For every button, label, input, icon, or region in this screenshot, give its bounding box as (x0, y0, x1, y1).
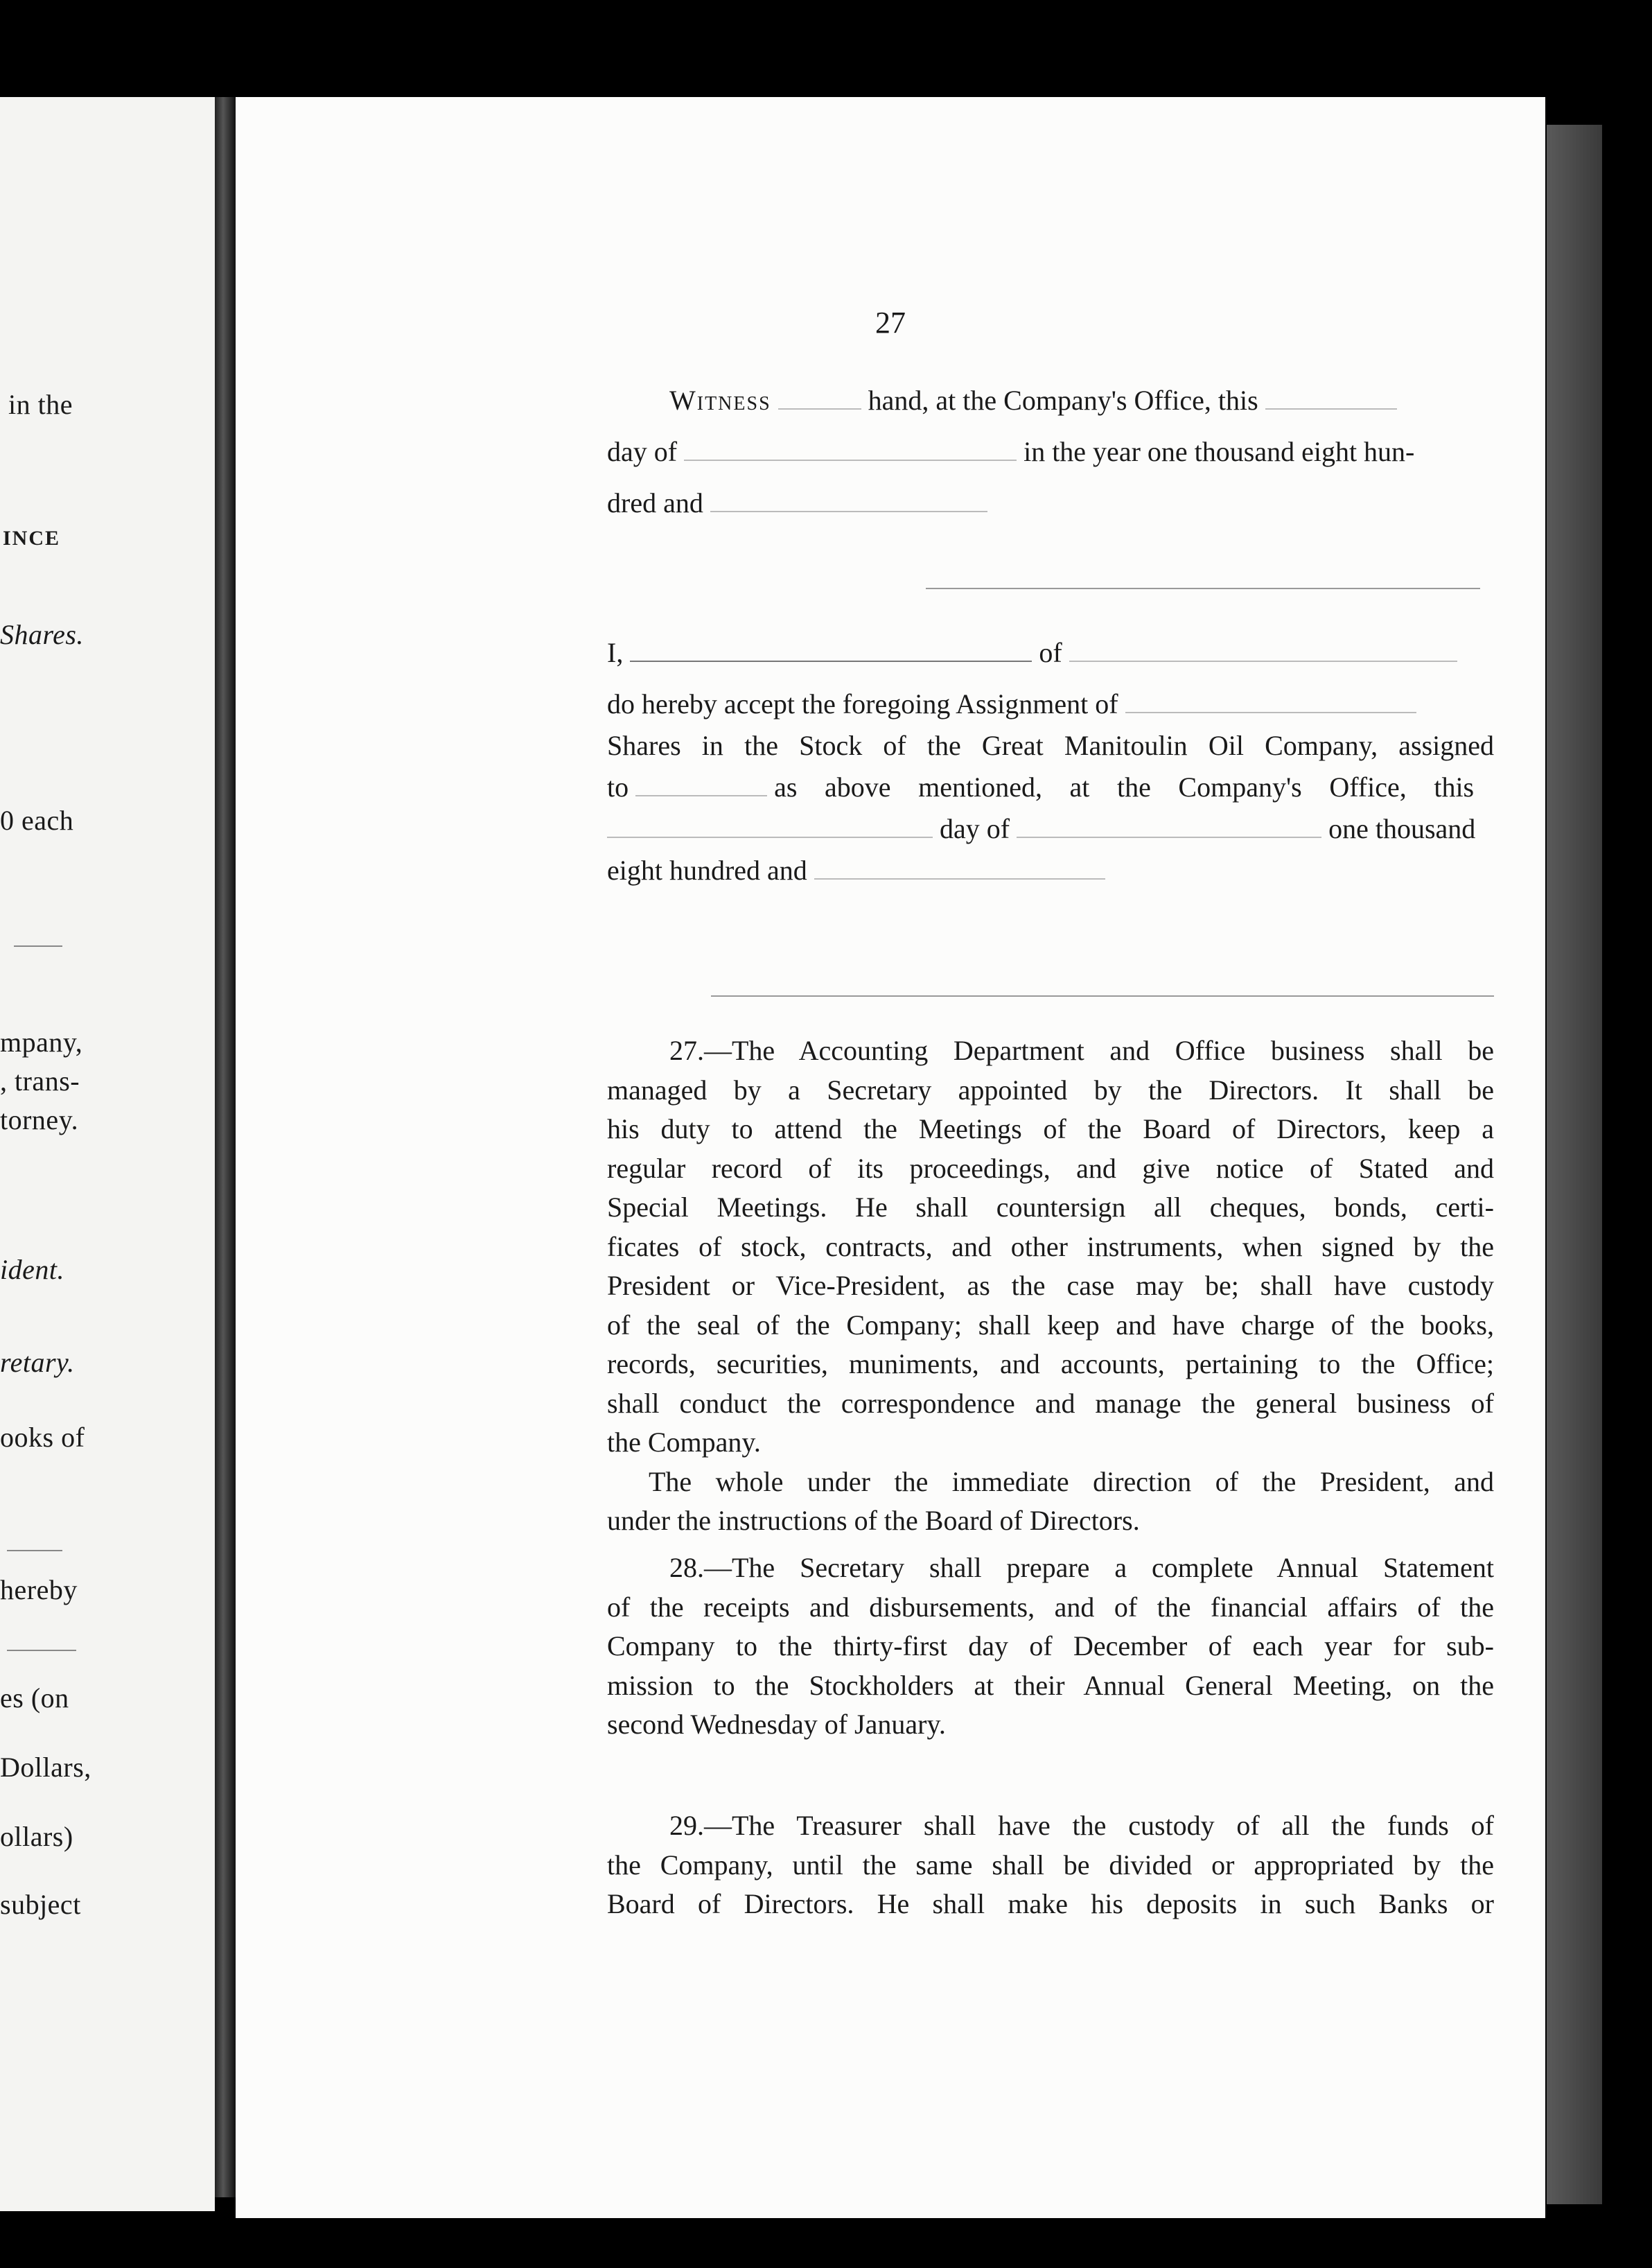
text-line: of the receipts and disbursements, and of the financial affairs of the (607, 1591, 1494, 1623)
witness-word: Witness (669, 385, 771, 416)
accept-line-1 (607, 634, 1494, 672)
accept-line-4 (607, 768, 1494, 807)
witness-text: hand, at the Company's Office, this (868, 385, 1258, 416)
accept-of: of (1039, 637, 1062, 668)
text-line: his duty to attend the Meetings of the Board of Directors, keep a (607, 1113, 1494, 1144)
accept-line-2 (607, 685, 1494, 724)
page-number: 27 (875, 306, 906, 340)
left-fragment: ooks of (0, 1422, 85, 1453)
left-fragment: in the (8, 389, 73, 420)
section-27 (607, 1031, 1494, 1541)
left-fragment: , trans- (0, 1065, 80, 1097)
accept-eight-hundred: eight hundred and (607, 855, 807, 886)
text-line: records, securities, muniments, and accounts, pertaining to the Office; (607, 1348, 1494, 1379)
left-rule (7, 1550, 62, 1551)
text-line: second Wednesday of January. (607, 1709, 946, 1740)
accept-i: I, (607, 637, 624, 668)
left-fragment: subject (0, 1889, 81, 1920)
witness-year-text: in the year one thousand eight hun- (1023, 436, 1415, 467)
accept-line-5 (607, 810, 1494, 848)
left-fragment: ident. (0, 1254, 64, 1285)
text-line: managed by a Secretary appointed by the Directors. It shall be (607, 1074, 1494, 1106)
text-line: President or Vice-President, as the case may be; shall have custody (607, 1270, 1494, 1301)
witness-line-1 (607, 381, 1494, 420)
blank-field (684, 439, 1017, 461)
text-line: mission to the Stockholders at their Annual General Meeting, on the (607, 1669, 1494, 1701)
accept-one-thousand: one thousand (1328, 813, 1476, 844)
left-fragment: Dollars, (0, 1752, 91, 1783)
text-line: the Company, until the same shall be divided or appropriated by the (607, 1849, 1494, 1881)
text-line: Board of Directors. He shall make his deposits in such Banks or (607, 1888, 1494, 1919)
section-29 (607, 1806, 1494, 1924)
text-line: The whole under the immediate direction of the President, and (649, 1465, 1494, 1497)
blank-field (1265, 387, 1397, 410)
text-line: the Company. (607, 1427, 761, 1458)
left-fragment: hereby (0, 1574, 78, 1605)
accept-text-4: as above mentioned, at the Company's Office, this (774, 771, 1475, 803)
blank-field (1069, 640, 1457, 662)
witness-line-2 (607, 433, 1494, 471)
accept-text-2: do hereby accept the foregoing Assignment of (607, 688, 1118, 719)
text-line: regular record of its proceedings, and give notice of Stated and (607, 1152, 1494, 1184)
book-gutter (215, 97, 236, 2197)
signature-line (926, 588, 1480, 589)
blank-field (710, 490, 987, 512)
left-rule (7, 1650, 76, 1651)
witness-line-3 (607, 484, 1494, 523)
text-line: 28.—The Secretary shall prepare a complete Annual Statement (669, 1552, 1494, 1583)
left-fragment: retary. (0, 1347, 75, 1378)
left-fragment: 0 each (0, 805, 74, 836)
main-page (236, 97, 1545, 2218)
page-edge-shadow (1547, 125, 1602, 2204)
left-facing-page (0, 97, 215, 2211)
blank-field (607, 816, 933, 838)
blank-field (635, 774, 767, 796)
blank-field (630, 640, 1032, 662)
left-fragment: mpany, (0, 1027, 83, 1058)
acceptance-signature-line (711, 995, 1494, 997)
text-line: ficates of stock, contracts, and other instruments, when signed by the (607, 1230, 1494, 1262)
blank-field (814, 857, 1105, 880)
text-line: of the seal of the Company; shall keep and have charge of the books, (607, 1309, 1494, 1341)
text-line: 27.—The Accounting Department and Office business shall be (669, 1035, 1494, 1066)
witness-dred-and: dred and (607, 487, 703, 518)
page-body (607, 97, 1494, 2218)
text-line: Company to the thirty-first day of December of each year for sub- (607, 1630, 1494, 1661)
text-line: under the instructions of the Board of Directors. (607, 1505, 1140, 1536)
text-line: shall conduct the correspondence and manage the general business of (607, 1387, 1494, 1419)
accept-day-of: day of (940, 813, 1010, 844)
left-fragment: es (on (0, 1682, 69, 1713)
blank-field (778, 387, 861, 410)
accept-line-6 (607, 851, 1494, 890)
text-line: Special Meetings. He shall countersign all cheques, bonds, certi- (607, 1192, 1494, 1223)
section-28 (607, 1549, 1494, 1745)
left-fragment: ollars) (0, 1821, 73, 1852)
left-rule (14, 945, 62, 947)
text-line: 29.—The Treasurer shall have the custody of all the funds of (669, 1810, 1494, 1841)
left-fragment: Shares. (0, 619, 84, 650)
accept-to: to (607, 771, 629, 803)
witness-day-of: day of (607, 436, 678, 467)
accept-line-3: Shares in the Stock of the Great Manitoulin Oil Company, assigned (607, 730, 1494, 761)
left-fragment: INCE (3, 527, 61, 550)
left-fragment: torney. (0, 1104, 79, 1135)
blank-field (1125, 691, 1416, 713)
blank-field (1017, 816, 1321, 838)
